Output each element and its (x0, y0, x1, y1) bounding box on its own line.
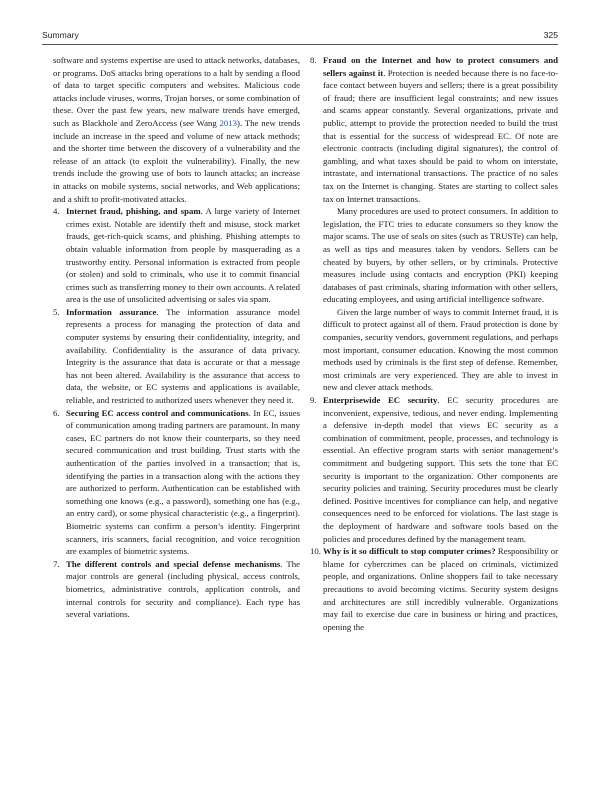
section-title: Summary (42, 30, 79, 40)
item-title: Securing EC access control and communications (66, 407, 249, 418)
item-8-paragraph-2: Many procedures are used to protect consumers. In addition to legislation, the FTC tries to educate consumers so they know the major scams. The use of seals on sites (such as TRUSTe) can help, as well as tips and measures taken by vendors. Sellers can be cheated by buyers, by other sellers, or by criminals. Protective measures include using contacts and encryption (PKI) keeping databases of past criminals, sharing information with other sellers, educating employees, and using artificial intelligence software. (323, 206, 558, 305)
item-text: . A large variety of Internet crimes exist. Notable are identify theft and misuse, stock market frauds, get-rich-quick scams, and phishing. Phishing attempts to obtain valuable information from people by masquerading as a trustworthy entity. Personal information is extracted from people (or stolen) and sold to criminals, who use it to commit financial crimes such as transferring money to their own accounts. A related area is the use of unsolicited advertising or sales via spam. (66, 206, 300, 305)
item-text: . The information assurance model represents a process for managing the protection of data and computer systems by ensuring their confidentiality, integrity, and availability. Confidentiality is the assurance of data privacy. Integrity is the assurance that data is accurate or that a message has not been altered. Availability is the assurance that access to data, the website, or EC systems and applications is available, reliable, and restricted to authorized users whenever they need it. (66, 306, 301, 406)
item-text: . Protection is needed because there is no face-to-face contact between buyers and sellers; there is a great possibility of fraud; there are insufficient legal constraints; and new issues and scams appear constantly. Several organizations, private and public, attempt to provide the protection needed to build the trust that is essential for the success of widespread EC. Of note are electronic contracts (including digital signatures), the control of gambling, and what taxes should be paid to whom on interstate, intrastate, and international transactions. The practice of no sales tax on the Internet is changing. States are starting to collect sales tax on Internet transactions. (323, 67, 558, 204)
list-item-4 (53, 205, 300, 306)
item-number: 7. (53, 558, 60, 569)
item-number: 9. (310, 395, 317, 406)
page-number: 325 (543, 30, 558, 40)
item-number: 5. (53, 306, 60, 317)
item-8-paragraph-3: Given the large number of ways to commit Internet fraud, it is difficult to protect against all of them. Fraud protection is done by companies, security vendors, government regulations, and perhaps most important, consumer education. Knowing the most common methods used by criminals is the first step of defense. Remember, most criminals are very experienced. They are able to invest in new and clever attack methods. (323, 306, 558, 393)
list-item-5 (53, 306, 300, 407)
item-text: . The major controls are general (including physical, access controls, biometrics, administrative controls, application controls, and internal controls for security and compliance). Each type has several variations. (66, 558, 300, 620)
item-title: The different controls and special defense mechanisms (66, 558, 281, 569)
item-title: Enterprisewide EC security (323, 395, 438, 406)
item-number: 8. (310, 55, 317, 65)
item-text: . In EC, issues of communication among trading partners are paramount. In many cases, EC partners do not know their counterparts, so they need secured communication and trust building. Trust starts with the authentication of the parties involved in a transaction; that is, identifying the parties in a transaction along with the actions they are authorized to perform. Authentication can be established with something one knows (e.g., a password), something one has (e.g., an entry card), or some physical characteristic (e.g., a fingerprint). Biometric systems can confirm a person’s identity. Fingerprint scanners, iris scanners, facial recognition, and voice recognition are examples of biometric systems. (66, 407, 301, 557)
list-item-9 (310, 394, 558, 545)
list-item-10 (310, 545, 558, 633)
list-item-6 (53, 407, 300, 558)
item-title: Information assurance (66, 306, 157, 317)
running-header (42, 30, 558, 44)
item-number: 10. (310, 546, 321, 557)
item-number: 6. (53, 407, 60, 418)
citation-link[interactable]: 2013 (219, 117, 238, 128)
item-title: Why is it so difficult to stop computer crimes? (323, 546, 496, 557)
continuation-paragraph: software and systems expertise are used to attack networks, databases, or programs. DoS attacks bring operations to a halt by sending a flood of data to target specific computers and websites. Malicious code attacks include viruses, worms, Trojan horses, or some combination of these. Over the past few years, new malware trends have emerged, such as Blackhole and ZeroAccess (see Wang 2013). The new trends include an increase in the speed and volume of new attack methods; and the shorter time between the discovery of a vulnerability and the release of an attack (to exploit the vulnerability). Finally, the new trends include the growing use of bots to launch attacks; an increase in attacks on mobile systems, social networks, and Web applications; and a shift to profit-motivated attacks. (53, 55, 300, 204)
right-column (310, 54, 558, 633)
list-item-8 (310, 54, 558, 394)
item-text: . EC security procedures are inconvenient, expensive, tedious, and never ending. Implementing a defensive in-depth model that views EC security as a combination of commitment, people, processes, and technology is essential. An effective program starts with senior management’s commitment and budgeting support. This sets the tone that EC security is important to the organization. Other components are security policies and training. Security procedures must be clearly defined. Positive incentives for compliance can help, and negative consequences need to be enforced for violations. The last stage is the deployment of hardware and software tools based on the policies and procedures defined by the management team. (323, 395, 558, 544)
item-title: Internet fraud, phishing, and spam (66, 206, 201, 217)
left-column (53, 54, 300, 621)
item-text: Responsibility or blame for cybercrimes can be placed on criminals, victimized people, and organizations. Online shoppers fail to take necessary precautions to avoid becoming victims. Security system designs and architectures are still incredibly vulnerable. Organizations may fail to exercise due care in business or hiring and practices, opening the (323, 546, 558, 632)
header-rule (42, 44, 558, 45)
item-number: 4. (53, 206, 60, 217)
item-title: Fraud on the Internet and how to protect consumers and sellers against it (323, 55, 558, 78)
list-item-7 (53, 558, 300, 621)
